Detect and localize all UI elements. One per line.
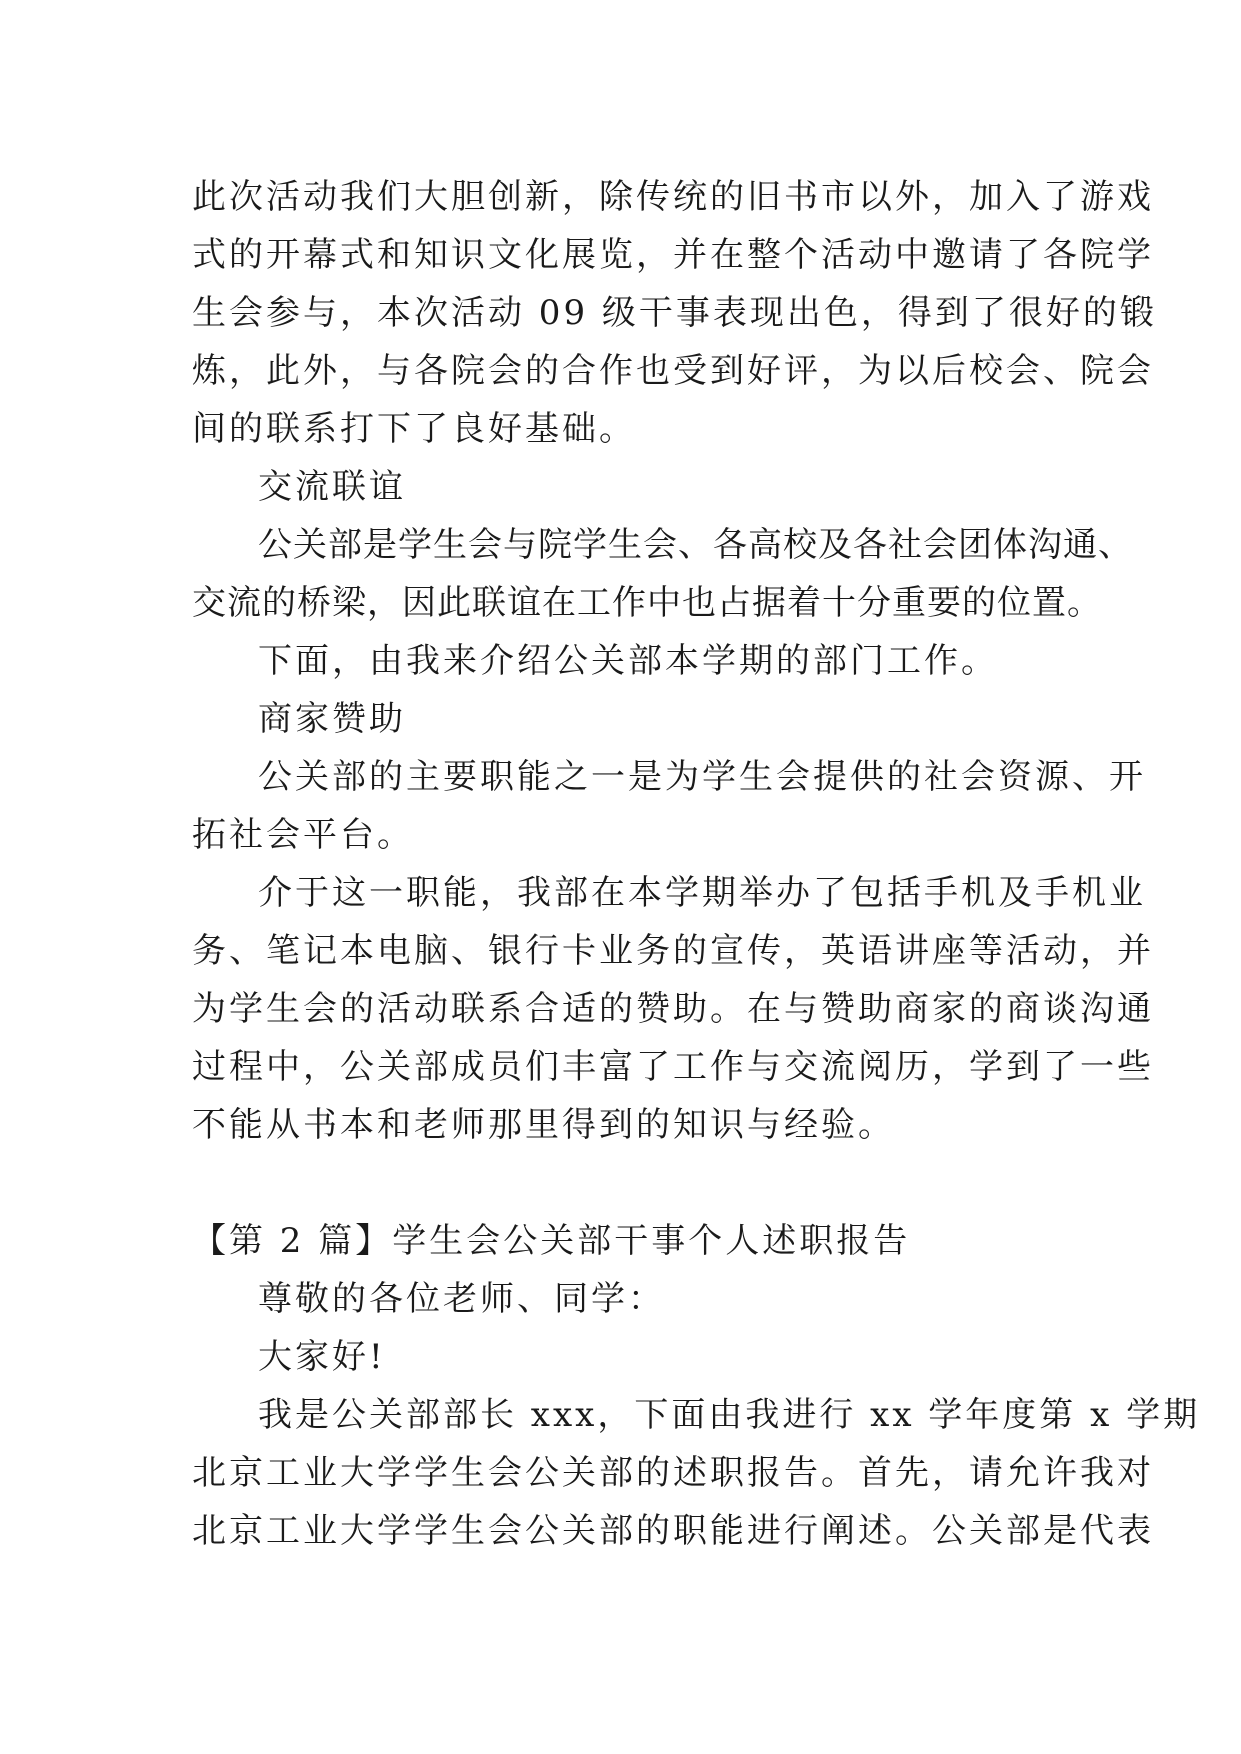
paragraph-line: 交流的桥梁，因此联谊在工作中也占据着十分重要的位置。 — [192, 583, 1102, 623]
paragraph-line: 介于这一职能，我部在本学期举办了包括手机及手机业 — [258, 873, 1146, 913]
section-heading: 商家赞助 — [258, 699, 406, 739]
salutation: 尊敬的各位老师、同学： — [258, 1279, 665, 1319]
paragraph-line: 务、笔记本电脑、银行卡业务的宣传，英语讲座等活动，并 — [192, 931, 1154, 971]
paragraph-line: 拓社会平台。 — [192, 815, 414, 855]
paragraph-line: 不能从书本和老师那里得到的知识与经验。 — [192, 1105, 895, 1145]
article-title: 【第 2 篇】学生会公关部干事个人述职报告 — [192, 1221, 911, 1261]
paragraph-line: 生会参与，本次活动 09 级干事表现出色，得到了很好的锻 — [192, 293, 1157, 333]
paragraph-line: 公关部的主要职能之一是为学生会提供的社会资源、开 — [258, 757, 1146, 797]
paragraph-line: 过程中，公关部成员们丰富了工作与交流阅历，学到了一些 — [192, 1047, 1154, 1087]
paragraph-line: 为学生会的活动联系合适的赞助。在与赞助商家的商谈沟通 — [192, 989, 1154, 1029]
section-heading: 交流联谊 — [258, 467, 406, 507]
greeting: 大家好! — [258, 1337, 386, 1377]
paragraph-line: 炼，此外，与各院会的合作也受到好评，为以后校会、院会 — [192, 351, 1154, 391]
paragraph-line: 间的联系打下了良好基础。 — [192, 409, 636, 449]
paragraph-line: 北京工业大学学生会公关部的述职报告。首先，请允许我对 — [192, 1453, 1154, 1493]
paragraph-line: 此次活动我们大胆创新，除传统的旧书市以外，加入了游戏 — [192, 177, 1154, 217]
paragraph-line: 我是公关部部长 xxx，下面由我进行 xx 学年度第 x 学期 — [258, 1395, 1201, 1435]
paragraph-line: 北京工业大学学生会公关部的职能进行阐述。公关部是代表 — [192, 1511, 1154, 1551]
paragraph-line: 式的开幕式和知识文化展览，并在整个活动中邀请了各院学 — [192, 235, 1154, 275]
paragraph-line: 下面，由我来介绍公关部本学期的部门工作。 — [258, 641, 998, 681]
paragraph-line: 公关部是学生会与院学生会、各高校及各社会团体沟通、 — [258, 525, 1133, 565]
